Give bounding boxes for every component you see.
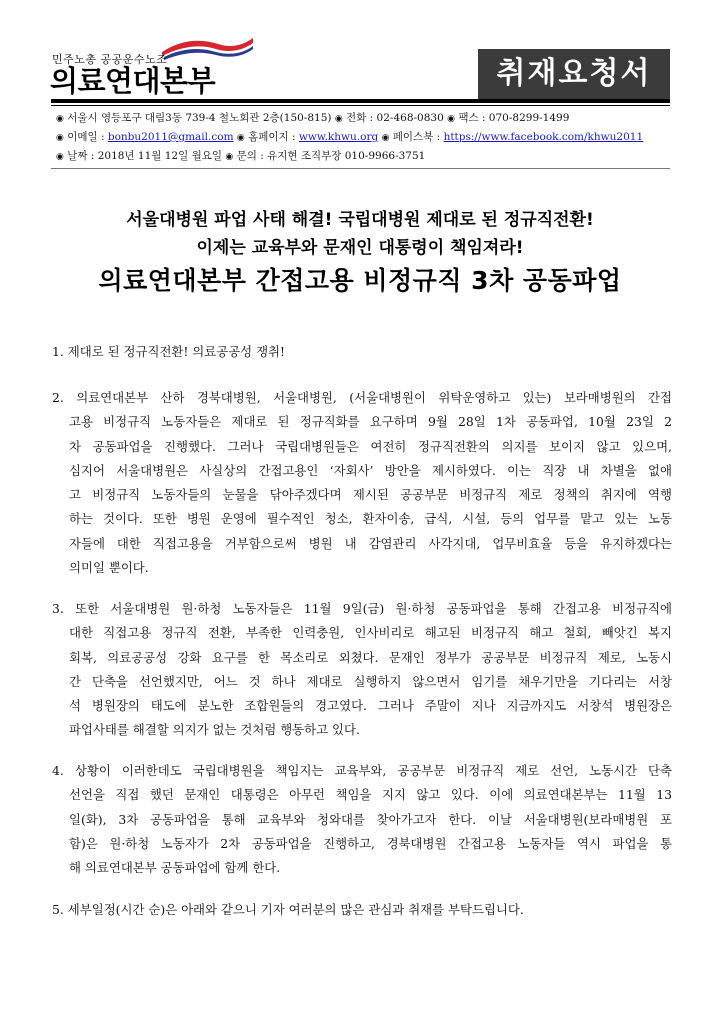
contact-line-online [56, 130, 643, 146]
page-title: 의료연대본부 간접고용 비정규직 3차 공동파업 [98, 266, 622, 295]
facebook-label: 페이스북 : [392, 131, 441, 143]
contact-line-date [56, 149, 425, 165]
org-logo [52, 34, 267, 96]
headline-1: 서울대병원 파업 사태 해결! 국립대병원 제대로 된 정규직전환! [126, 210, 594, 230]
header-divider [51, 99, 670, 103]
item-text: 제대로 된 정규직전환! 의료공공성 쟁취! [67, 344, 286, 359]
headline-2: 이제는 교육부와 문재인 대통령이 책임져라! [196, 238, 524, 258]
org-name: 의료연대본부 [50, 64, 216, 98]
email-label: 이메일 : [67, 131, 105, 143]
homepage-link[interactable]: www.khwu.org [298, 131, 379, 143]
item-text: 함)은 원·하청 노동자가 2차 공동파업을 진행하고, 경북대병원 간접고용 노동자들 역시 파업을 통 [69, 835, 672, 851]
item-number: 3. [52, 601, 64, 616]
item-text: 석 병원장의 태도에 분노한 조합원들의 경고였다. 그러나 주말이 지나 지금까지도 서창석 병원장은 [69, 698, 672, 714]
contact-divider [51, 168, 670, 169]
list-item-3 [52, 597, 672, 743]
facebook-link[interactable]: https://www.facebook.com/khwu2011 [443, 131, 644, 143]
item-text: 간 단축을 선언했지만, 어느 것 하나 제대로 실행하지 않으면서 임기를 채우기만을 기다리는 서창 [69, 673, 672, 689]
item-text: 의료연대본부 산하 경북대병원, 서울대병원, (서울대병원이 위탁운영하고 있는) 보라매병원의 간접 [76, 390, 672, 405]
list-item-5 [52, 898, 672, 922]
list-item-1 [52, 340, 672, 364]
item-text: 선언을 직접 했던 문재인 대통령은 아무런 책임을 지지 않고 있다. 이에 의료연대본부는 11월 13 [69, 787, 672, 803]
org-subtitle: 민주노총 공공운수노조 [52, 53, 168, 66]
bullet-icon: ◉ [447, 114, 455, 124]
item-text: 하는 것이다. 또한 병원 운영에 필수적인 청소, 환자이송, 급식, 시설, 등의 업무를 맡고 있는 노동 [69, 511, 672, 527]
logo-wave-icon [160, 34, 255, 60]
item-text: 자들에 대한 직접고용을 거부함으로써 병원 내 감염관리 사각지대, 업무비효율 등을 유지하겠다는 [69, 535, 672, 551]
bullet-icon: ◉ [236, 133, 245, 143]
item-number: 1. [52, 344, 64, 359]
item-text: 회복, 의료공공성 강화 요구를 한 목소리로 외쳤다. 문재인 정부가 공공부문 비정규직 제로, 노동시 [69, 649, 672, 665]
bullet-icon: ◉ [225, 152, 234, 162]
bullet-icon: ◉ [56, 152, 64, 162]
item-text: 심지어 서울대병원은 사실상의 간접고용인 ‘자회사’ 방안을 제시하였다. 이는 직장 내 차별을 없애 [69, 462, 672, 478]
item-text: 고 비정규직 노동자들의 눈물을 닦아주겠다며 제시된 공공부문 비정규직 제로 정책의 취지에 역행 [69, 487, 672, 503]
document-type-label: 취재요청서 [478, 49, 670, 99]
email-link[interactable]: bonbu2011@gmail.com [107, 131, 234, 143]
item-text: 대한 직접고용 정규직 전환, 부족한 인력충원, 인사비리로 해고된 비정규직 해고 철회, 빼앗긴 복지 [69, 625, 672, 641]
bullet-icon: ◉ [381, 133, 390, 143]
item-text: 해 의료연대본부 공동파업에 함께 한다. [69, 860, 281, 876]
list-item-2 [52, 386, 672, 580]
date-text: 날짜 : 2018년 11월 12일 월요일 [67, 150, 223, 162]
address-text: 서울시 영등포구 대림3동 739-4 철노회관 2층(150-815) [67, 112, 332, 124]
list-item-4 [52, 759, 672, 880]
fax-text: 팩스 : 070-8299-1499 [458, 112, 570, 124]
phone-text: 전화 : 02-468-0830 [346, 112, 444, 124]
item-text: 고용 비정규직 노동자들은 제대로 된 정규직화를 요구하며 9월 28일 1차 공동파업, 10월 23일 2 [69, 414, 672, 430]
item-text: 의미일 뿐이다. [69, 560, 149, 576]
item-number: 5. [52, 902, 64, 917]
homepage-label: 홈페이지 : [248, 131, 296, 143]
inquiry-text: 문의 : 유지현 조직부장 010-9966-3751 [236, 150, 426, 162]
item-text: 세부일정(시간 순)은 아래와 같으니 기자 여러분의 많은 관심과 취재를 부탁드립니다. [67, 902, 524, 917]
bullet-icon: ◉ [334, 114, 343, 124]
contact-line-address [56, 111, 569, 127]
item-number: 4. [52, 763, 64, 778]
item-number: 2. [52, 390, 64, 405]
item-text: 차 공동파업을 진행했다. 그러나 국립대병원들은 여전히 정규직전환의 의지를 보이지 않고 있으며, [69, 438, 672, 454]
bullet-icon: ◉ [56, 114, 64, 124]
item-text: 일(화), 3차 공동파업을 통해 교육부와 청와대를 찾아가고자 한다. 이날 서울대병원(보라매병원 포 [69, 811, 672, 827]
header-divider-thin [51, 105, 670, 106]
item-text: 파업사태를 해결할 의지가 없는 것처럼 행동하고 있다. [69, 722, 360, 738]
item-text: 또한 서울대병원 원·하청 노동자들은 11월 9일(금) 원·하청 공동파업을 통해 간접고용 비정규직에 [75, 601, 672, 616]
bullet-icon: ◉ [56, 133, 64, 143]
item-text: 상황이 이러한데도 국립대병원을 책임지는 교육부와, 공공부문 비정규직 제로 선언, 노동시간 단축 [74, 763, 672, 778]
